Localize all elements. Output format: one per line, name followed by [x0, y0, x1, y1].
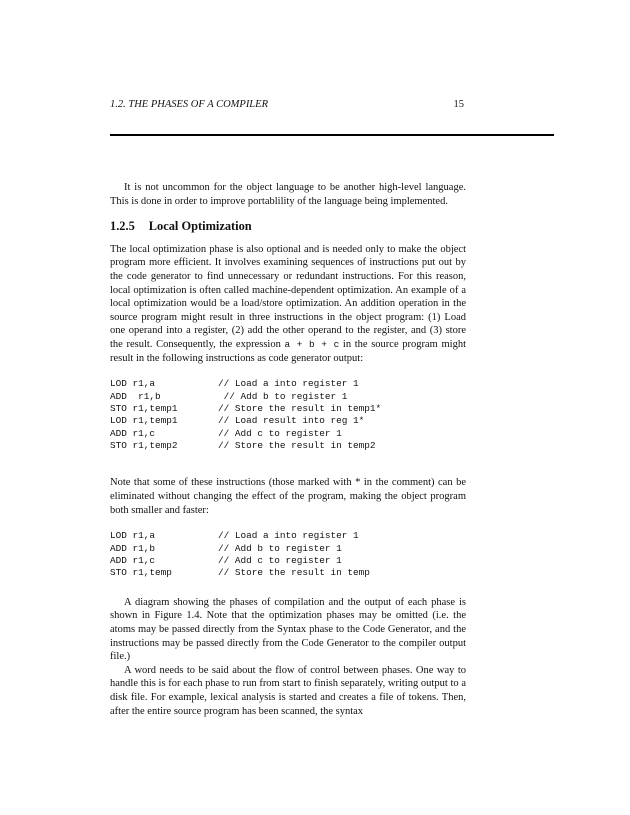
code-line [110, 391, 466, 403]
code-instruction: ADD r1,b [110, 542, 156, 554]
code-line [110, 555, 466, 567]
note-paragraph: Note that some of these instructions (those marked with * in the comment) can be eliminated without changing the effect of the program, making the object program both smaller and faster: [110, 477, 466, 516]
code-comment: // Add c to register 1 [218, 427, 342, 439]
diagram-paragraph: A diagram showing the phases of compilation and the output of each phase is shown in Figure 1.4. Note that the optimization phases may be omitted (i.e. the atoms may be passed directly from the Syntax phase to the Code Generator, and the instructions may be passed directly from the Code Generator to the compiler output file.) [110, 596, 466, 663]
section-title: Local Optimization [148, 219, 252, 234]
running-header [110, 99, 466, 113]
optimization-text-b: in the source program might result in the following instructions as code generator output: [110, 338, 466, 364]
code-comment: // Store the result in temp [218, 567, 370, 579]
code-line [110, 428, 466, 440]
code-comment: // Add b to register 1 [218, 542, 342, 554]
code-comment: // Add b to register 1 [218, 390, 348, 402]
code-line [110, 440, 466, 452]
section-number: 1.2.5 [110, 219, 135, 234]
code-instruction: STO r1,temp1 [110, 402, 178, 414]
code-comment: // Load result into reg 1* [218, 415, 365, 427]
code-instruction: LOD r1,a [110, 378, 156, 390]
code-line [110, 378, 466, 390]
page-number: 15 [453, 99, 464, 110]
code-instruction: ADD r1,c [110, 555, 156, 567]
flow-paragraph: A word needs to be said about the flow of control between phases. One way to handle this is for each phase to run from start to finish separately, writing output to a disk file. For example, lexical analysis is started and creates a file of tokens. Then, after the entire source program has been scanned, the syntax [110, 664, 466, 717]
expression-code: a + b + c [284, 338, 340, 350]
section-heading [110, 220, 466, 234]
running-title: 1.2. THE PHASES OF A COMPILER [110, 99, 268, 110]
code-instruction: LOD r1,a [110, 530, 156, 542]
code-listing-after [110, 530, 466, 580]
code-comment: // Add c to register 1 [218, 555, 342, 567]
intro-paragraph: It is not uncommon for the object language to be another high-level language. This is done in order to improve portablility of the language being implemented. [110, 182, 466, 207]
code-instruction: ADD r1,c [110, 427, 156, 439]
code-comment: // Load a into register 1 [218, 530, 359, 542]
code-instruction: STO r1,temp [110, 567, 172, 579]
code-line [110, 567, 466, 579]
code-instruction: STO r1,temp2 [110, 440, 178, 452]
optimization-paragraph [110, 243, 466, 365]
header-rule [110, 134, 554, 136]
optimization-text-a: The local optimization phase is also optional and is needed only to make the object program more efficient. It involves examining sequences of instructions put out by the code generator to find unnecessary or redundant instructions. For this reason, local optimization is often called machine-dependent optimization. An example of a local optimization would be a load/store optimization. An addition operation in the source program might result in three instructions in the object program: (1) Load one operand into a register, (2) add the other operand to the register, and (3) store the result. Consequently, the expression [110, 243, 466, 350]
code-instruction: ADD r1,b [110, 390, 161, 402]
code-line [110, 543, 466, 555]
code-line [110, 403, 466, 415]
code-line [110, 530, 466, 542]
code-comment: // Load a into register 1 [218, 378, 359, 390]
page-body [110, 181, 466, 718]
code-instruction: LOD r1,temp1 [110, 415, 178, 427]
code-comment: // Store the result in temp1* [218, 402, 382, 414]
code-comment: // Store the result in temp2 [218, 440, 376, 452]
code-listing-before [110, 378, 466, 452]
code-line [110, 415, 466, 427]
